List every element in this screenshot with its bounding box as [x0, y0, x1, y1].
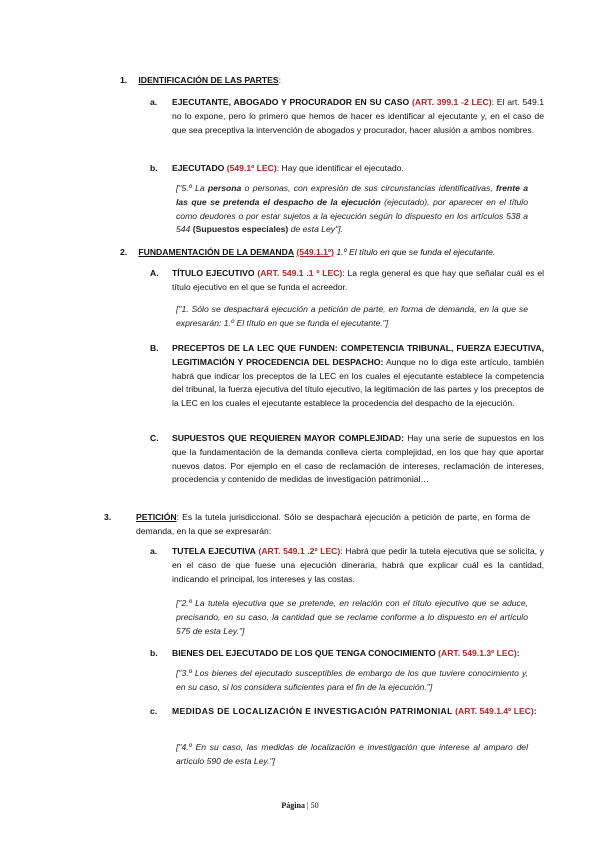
item-lead: PRECEPTOS DE LA LEC QUE FUNDEN: COMPETENCIA TRIBUNAL, FUERZA EJECUTIVA, LEGITIMACIÓN Y PROCEDENCIA DEL DESPACHO: — [172, 343, 544, 367]
item-text: : Hay que identificar el ejecutado. — [276, 163, 404, 173]
item-3c: c. MEDIDAS DE LOCALIZACIÓN E INVESTIGACIÓN PATRIMONIAL (ART. 549.1.4º LEC): — [172, 705, 544, 719]
section-title: PETICIÓN — [136, 512, 177, 522]
item-text: Aunque no lo diga este artículo, también habrá que indicar los preceptos de la LEC en los cuales el ejecutante establece la competencia del tribunal, la fuerza ejecutiva del título ejecutivo, la legitimación de las partes y los preceptos de la LEC en los cuales el ejecutante establece la procedencia del despacho de la ejecución. — [172, 356, 544, 408]
quote-2A: ["1. Sólo se despachará ejecución a petición de parte, en forma de demanda, en la que se expresarán: 1.º El título en que se funda el ejecutante."] — [176, 304, 528, 328]
legal-reference: (549.1º LEC) — [226, 163, 277, 173]
section-title: IDENTIFICACIÓN DE LAS PARTES — [138, 75, 279, 85]
item-2B — [150, 342, 544, 411]
item-lead: SUPUESTOS QUE REQUIEREN MAYOR COMPLEJIDAD: — [172, 433, 405, 443]
quote-3b: ["3.º Los bienes del ejecutado susceptibles de embargo de los que tuviere conocimiento y, en su caso, si los considera suficientes para el fin de la ejecución."] — [176, 668, 528, 692]
item-lead: TÍTULO EJECUTIVO — [172, 268, 255, 278]
item-marker: b. — [150, 648, 158, 658]
item-marker: a. — [150, 546, 158, 556]
item-lead: EJECUTADO — [172, 163, 225, 173]
section-tail: 1.º El título en que se funda el ejecutante. — [333, 247, 496, 257]
item-marker: b. — [150, 163, 158, 173]
legal-reference: (ART. 549.1.4º LEC) — [455, 706, 534, 716]
legal-reference: (ART. 549.1 .1 º LEC) — [257, 268, 343, 278]
legal-reference: (ART. 399.1 -2 LEC) — [412, 97, 492, 107]
section-title: FUNDAMENTACIÓN DE LA DEMANDA — [138, 247, 295, 257]
page-label: Página — [281, 801, 305, 810]
item-lead: BIENES DEL EJECUTADO DE LOS QUE TENGA CONOCIMIENTO — [172, 648, 436, 658]
section-1 — [120, 74, 530, 88]
section-2 — [120, 246, 530, 260]
item-text: : El art. 549.1 no lo expone, pero lo primero que hemos de hacer es identificar al ejecutante y, en el caso de que sea preceptiva la intervención de abogados y procurador, hacer alusión a ambos nombres. — [172, 97, 545, 135]
page-footer — [0, 800, 600, 813]
item-marker: C. — [150, 433, 159, 443]
item-marker: A. — [150, 268, 159, 278]
item-text: Hay una serie de supuestos en los que la fundamentación de la demanda conlleva cierta complejidad, en los que hay que aportar nuevos datos. Por ejemplo en el caso de reclamación de intereses, reclamación de intereses, procedencia y contenido de medidas de investigación patrimonial… — [172, 433, 544, 485]
section-text: : Es la tutela jurisdiccional. Sólo se despachará ejecución a petición de parte, en forma de demanda, en la que se expresarán: — [136, 512, 530, 536]
section-2-heading — [120, 246, 530, 260]
quote-1b: ["5.º La persona o personas, con expresión de sus circunstancias identificativas, frente a las que se pretenda el despacho de la ejecución (ejecutado), por aparecer en el título como deudores o por estar sujetos a la ejecución según lo dispuesto en los artículos 538 a 544 (Supuestos especiales) de esta Ley"]. — [176, 183, 529, 235]
quote-3c: ["4.º En su caso, las medidas de localización e investigación que interese al amparo del artículo 590 de esta Ley."] — [176, 742, 528, 766]
item-text: : La regla general es que hay que señalar cuál es el título ejecutivo en el que se funda el acreedor. — [172, 268, 545, 292]
page-separator: | — [304, 801, 311, 810]
item-2C — [150, 432, 544, 487]
quote-3a: ["2.º La tutela ejecutiva que se pretende, en relación con el título ejecutivo que se aduce, precisando, en su caso, la cantidad que se reclame conforme a lo dispuesto en el artículo 575 de esta Ley."] — [176, 598, 528, 636]
legal-reference: (549.1.1º) — [296, 247, 334, 257]
item-1b — [150, 162, 544, 176]
section-number: 3. — [104, 512, 112, 522]
item-lead: MEDIDAS DE LOCALIZACIÓN E INVESTIGACIÓN PATRIMONIAL — [172, 706, 453, 716]
page-number: 50 — [310, 801, 319, 810]
section-1-heading: 1. IDENTIFICACIÓN DE LAS PARTES: — [120, 74, 530, 88]
legal-reference: (ART. 549.1.3º LEC) — [438, 648, 517, 658]
item-1a — [150, 96, 545, 137]
section-3-heading — [104, 511, 530, 539]
legal-reference: (ART. 549.1 .2º LEC) — [258, 546, 341, 556]
item-3b: b. BIENES DEL EJECUTADO DE LOS QUE TENGA CONOCIMIENTO (ART. 549.1.3º LEC): — [172, 647, 544, 661]
section-number: 2. — [120, 247, 128, 257]
item-marker: c. — [150, 706, 158, 716]
item-marker: B. — [150, 343, 159, 353]
item-marker: a. — [150, 97, 158, 107]
item-2A — [150, 267, 545, 295]
item-3a — [150, 545, 545, 586]
section-number: 1. — [120, 75, 128, 85]
item-text: : Habrá que pedir la tutela ejecutiva que se solicita, y en el caso de que fuese una ejecución dineraria, habrá que explicar cuál es la cantidad, indicando el principal, los intereses y las costas. — [172, 546, 545, 584]
item-lead: TUTELA EJECUTIVA — [172, 546, 256, 556]
item-lead: EJECUTANTE, ABOGADO Y PROCURADOR EN SU CASO — [172, 97, 410, 107]
section-3 — [104, 511, 530, 539]
